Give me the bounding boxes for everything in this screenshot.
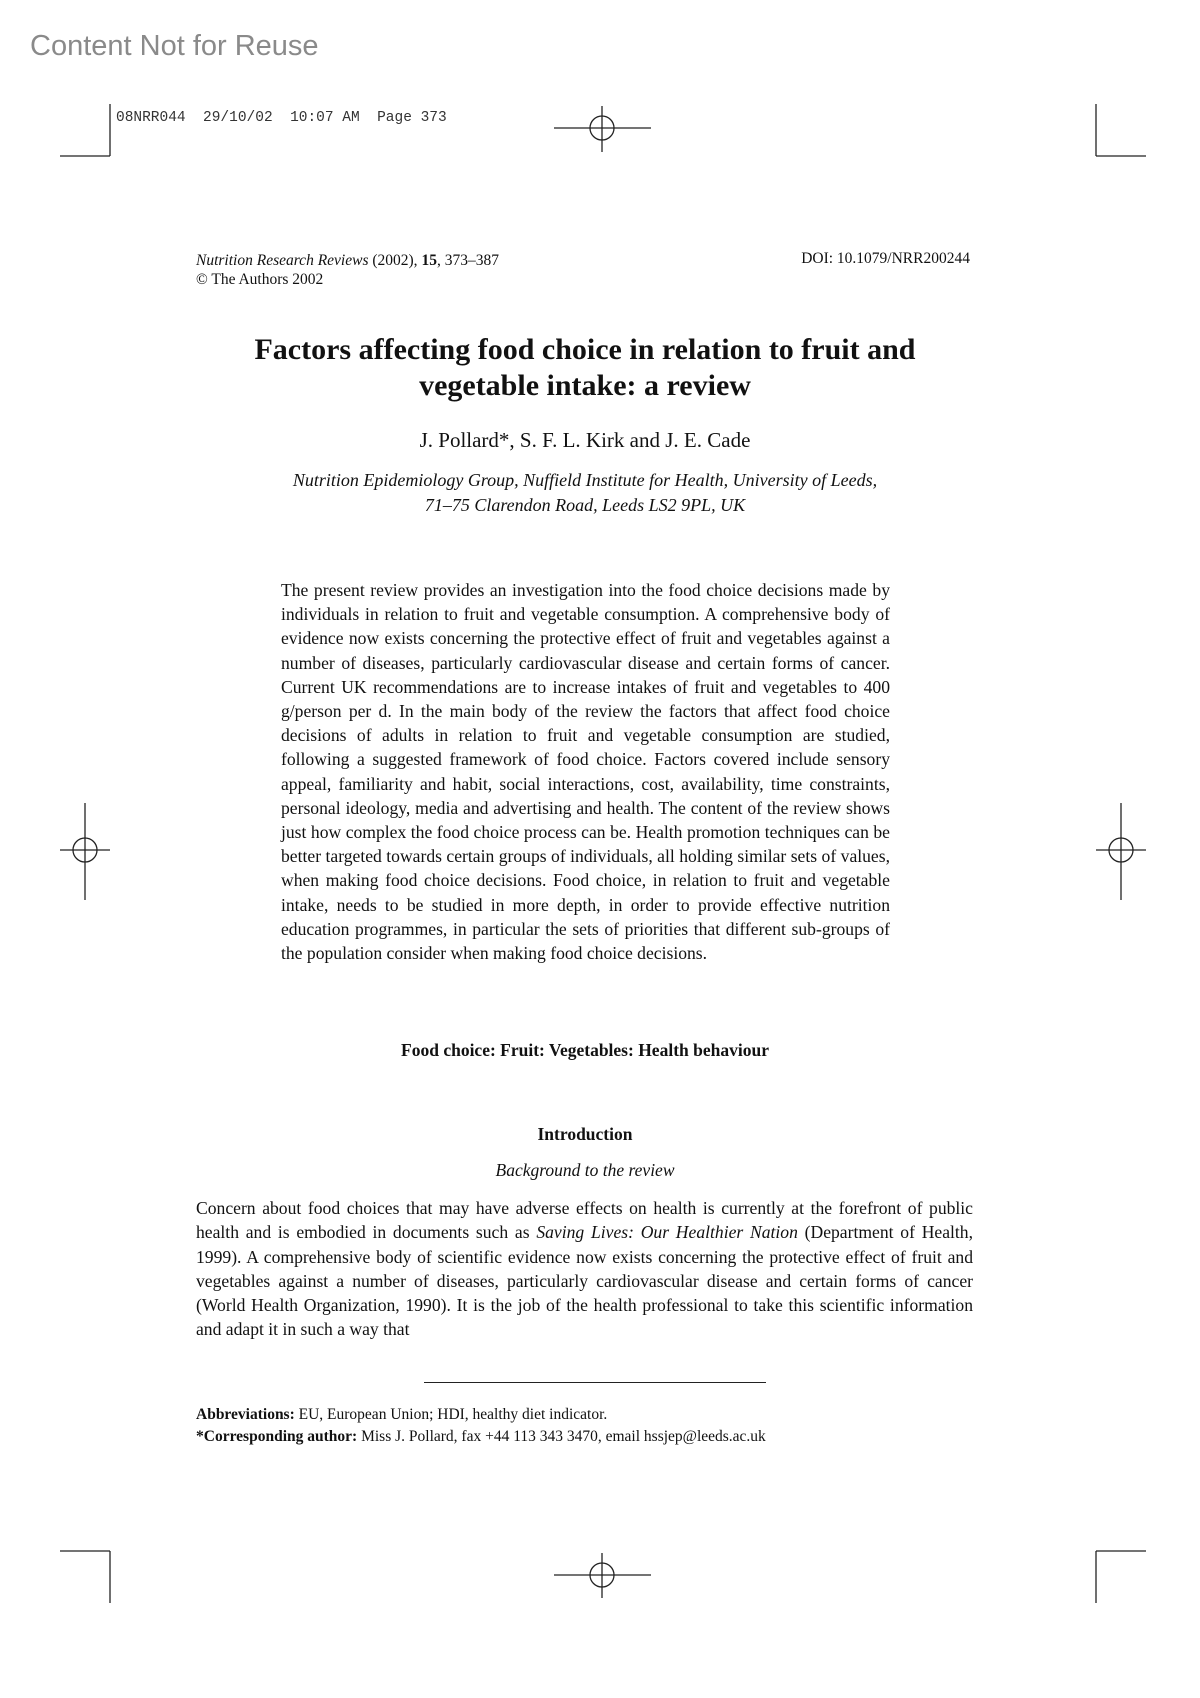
abbreviations-note (196, 1404, 996, 1426)
abbreviations-text: EU, European Union; HDI, healthy diet indicator. (294, 1406, 608, 1423)
keywords: Food choice: Fruit: Vegetables: Health behaviour (401, 1040, 769, 1060)
slug-file-id: 08NRR044 (116, 110, 186, 126)
slug-date: 29/10/02 (203, 110, 273, 126)
corresponding-author-text: Miss J. Pollard, fax +44 113 343 3470, email hssjep@leeds.ac.uk (357, 1428, 766, 1445)
journal-year: (2002), (372, 252, 418, 269)
crop-mark-top-left (60, 104, 110, 156)
footnotes (196, 1404, 996, 1448)
authors: J. Pollard*, S. F. L. Kirk and J. E. Cade (419, 428, 751, 452)
abstract: The present review provides an investigation into the food choice decisions made by individuals in relation to fruit and vegetable consumption. A comprehensive body of evidence now exists concerning the protective effect of fruit and vegetables against a number of diseases, particularly cardiovascular disease and certain forms of cancer. Current UK recommendations are to increase intakes of fruit and vegetables to 400 g/person per d. In the main body of the review the factors that affect food choice decisions of adults in relation to fruit and vegetable consumption are studied, following a suggested framework of food choice. Factors covered include sensory appeal, familiarity and habit, social interactions, cost, availability, time constraints, personal ideology, media and advertising and health. The content of the review shows just how complex the food choice process can be. Health promotion techniques can be better targeted towards certain groups of individuals, all holding similar sets of values, when making food choice decisions. Food choice, in relation to fruit and vegetable intake, needs to be studied in more depth, in order to provide effective nutrition education programmes, in particular the sets of priorities that different sub-groups of the population consider when making food choice decisions. (281, 580, 890, 964)
crop-mark-bottom-left (60, 1551, 110, 1603)
paragraph-text-2: (Department of Health, 1999). A comprehensive body of scientific evidence now exists concerning the protective effect of fruit and vegetables against a number of diseases, particularly cardiovascular disease and certain forms of cancer (World Health Organization, 1990). It is the job of the health professional to take this scientific information and adapt it in such a way that (196, 1222, 973, 1340)
journal-pages: , 373–387 (436, 252, 499, 269)
article-title (150, 332, 1020, 404)
abbreviations-label: Abbreviations: (196, 1406, 295, 1423)
registration-mark-right (1096, 803, 1146, 900)
watermark: Content Not for Reuse (30, 30, 319, 62)
paragraph-text-1: Concern about food choices that may have adverse effects on health is currently at the forefront of public health and is embodied in documents such as (196, 1198, 973, 1243)
copyright: © The Authors 2002 (196, 271, 324, 288)
affiliation-line-2: 71–75 Clarendon Road, Leeds LS2 9PL, UK (424, 495, 746, 515)
cited-document-title: Saving Lives: Our Healthier Nation (536, 1222, 798, 1243)
subsection-heading: Background to the review (495, 1160, 675, 1180)
corresponding-author-note (196, 1426, 996, 1448)
journal-name: Nutrition Research Reviews (196, 252, 369, 269)
registration-mark-bottom (554, 1553, 651, 1598)
registration-mark-left (60, 803, 110, 900)
slug-time: 10:07 AM (290, 110, 360, 126)
affiliation-line-1: Nutrition Epidemiology Group, Nuffield Institute for Health, University of Leeds, (292, 470, 878, 490)
registration-mark-top (554, 106, 651, 152)
crop-mark-top-right (1096, 104, 1146, 156)
section-heading-introduction: Introduction (537, 1124, 633, 1144)
crop-mark-bottom-right (1096, 1551, 1146, 1603)
slug-page: Page 373 (377, 110, 447, 126)
title-line-1: Factors affecting food choice in relation to fruit and (254, 333, 916, 366)
doi: DOI: 10.1079/NRR200244 (801, 250, 970, 267)
affiliation (150, 468, 1020, 518)
introduction-paragraph (196, 1196, 973, 1342)
journal-volume: 15 (421, 252, 437, 269)
footnote-rule (424, 1382, 766, 1383)
title-line-2: vegetable intake: a review (419, 369, 751, 402)
corresponding-author-label: *Corresponding author: (196, 1428, 358, 1445)
journal-citation (196, 250, 499, 271)
